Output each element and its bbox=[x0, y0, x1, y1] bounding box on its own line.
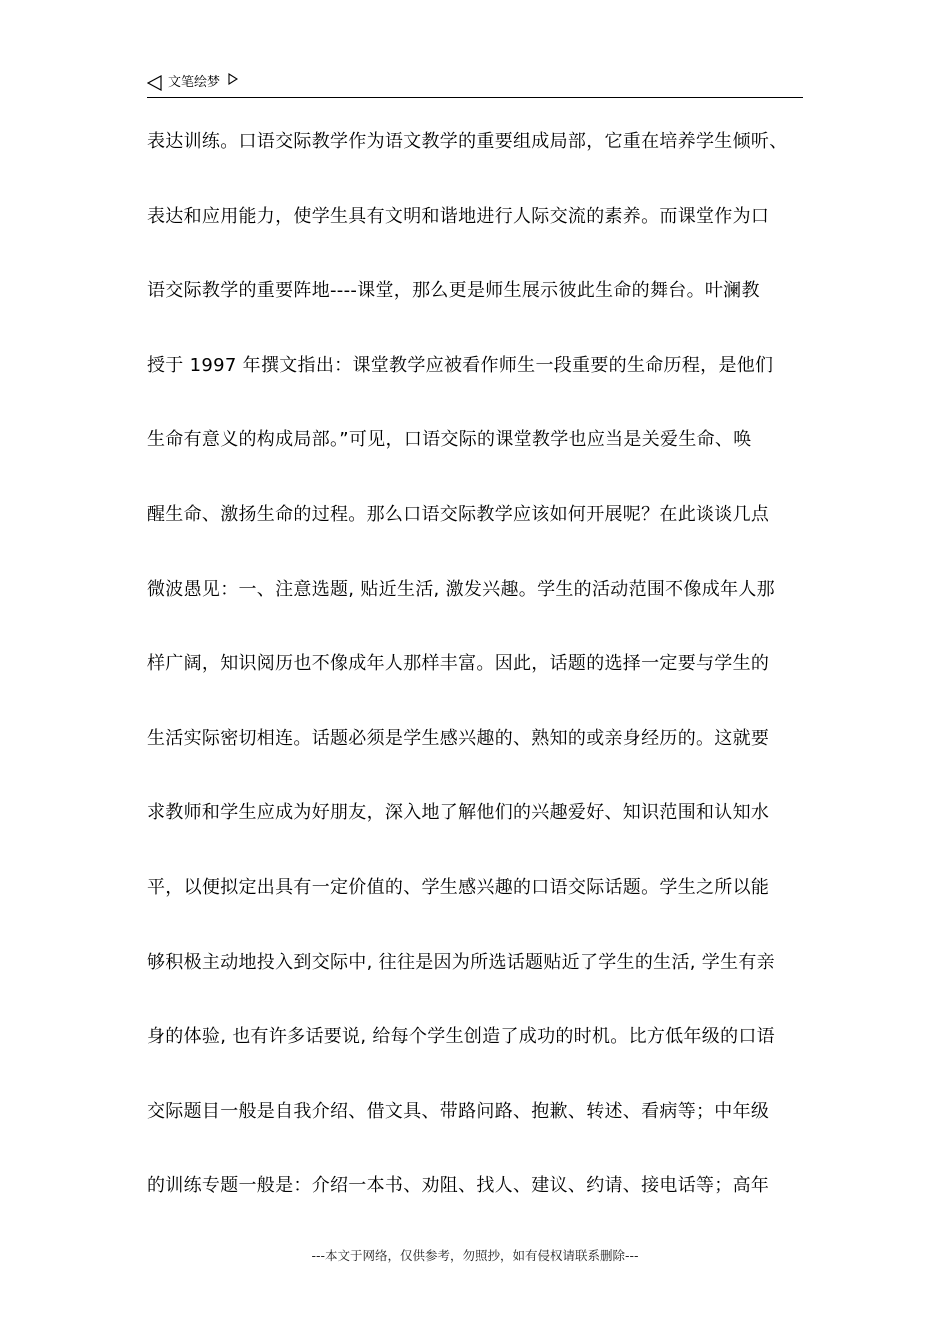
text-line: 授于 1997 年撰文指出：课堂教学应被看作师生一段重要的生命历程，是他们 bbox=[147, 354, 774, 376]
document-body bbox=[147, 122, 807, 1241]
footer-notice: ---本文于网络，仅供参考，勿照抄，如有侵权请联系删除--- bbox=[311, 1248, 639, 1263]
header-title-group bbox=[147, 74, 238, 92]
header-title: 文笔绘梦 bbox=[168, 75, 221, 90]
text-line: 样广阔，知识阅历也不像成年人那样丰富。因此，话题的选择一定要与学生的 bbox=[147, 653, 770, 675]
text-line: 表达训练。口语交际教学作为语文教学的重要组成局部，它重在培养学生倾听、 bbox=[147, 131, 788, 152]
text-line: 语交际教学的重要阵地----课堂，那么更是师生展示彼此生命的舞台。叶澜教 bbox=[147, 280, 760, 302]
text-line: 表达和应用能力，使学生具有文明和谐地进行人际交流的素养。而课堂作为口 bbox=[147, 205, 770, 227]
text-line: 身的体验, 也有许多话要说, 给每个学生创造了成功的时机。比方低年级的口语 bbox=[147, 1026, 775, 1048]
text-line: 微波愚见：一、注意选题, 贴近生活, 激发兴趣。学生的活动范围不像成年人那 bbox=[147, 578, 775, 600]
text-line: 够积极主动地投入到交际中, 往往是因为所选话题贴近了学生的生活, 学生有亲 bbox=[147, 951, 775, 973]
text-line: 求教师和学生应成为好朋友，深入地了解他们的兴趣爱好、知识范围和认知水 bbox=[147, 802, 770, 824]
right-triangle-icon bbox=[228, 73, 238, 85]
text-line: 平，以便拟定出具有一定价值的、学生感兴趣的口语交际话题。学生之所以能 bbox=[147, 876, 770, 898]
text-line: 生命有意义的构成局部。”可见，口语交际的课堂教学也应当是关爱生命、唤 bbox=[147, 429, 752, 451]
text-line: 交际题目一般是自我介绍、借文具、带路问路、抱歉、转述、看病等；中年级 bbox=[147, 1100, 770, 1122]
text-line: 醒生命、激扬生命的过程。那么口语交际教学应该如何开展呢？在此谈谈几点 bbox=[147, 503, 770, 525]
text-line: 的训练专题一般是：介绍一本书、劝阻、找人、建议、约请、接电话等；高年 bbox=[147, 1175, 770, 1197]
text-line: 生活实际密切相连。话题必须是学生感兴趣的、熟知的或亲身经历的。这就要 bbox=[147, 727, 770, 749]
page-header bbox=[147, 72, 803, 98]
header-divider bbox=[147, 97, 803, 98]
left-triangle-icon bbox=[147, 75, 163, 91]
